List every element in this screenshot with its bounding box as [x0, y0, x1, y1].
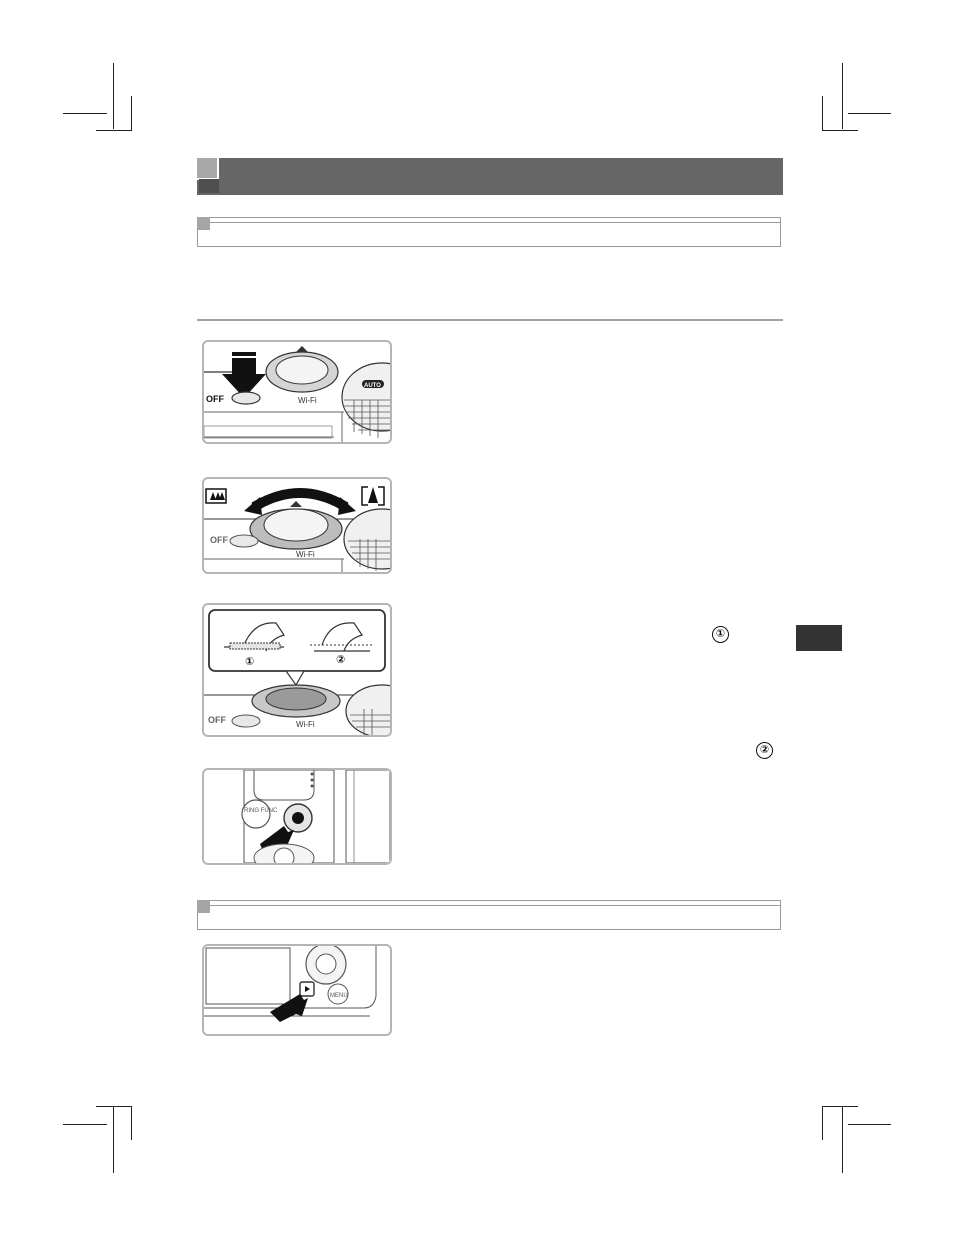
crop-mark — [822, 1106, 823, 1140]
ring-func-label: RING FUNC — [244, 808, 278, 814]
step-marker-2: ② — [756, 742, 773, 759]
full-press-label: ② — [336, 653, 346, 666]
crop-mark — [96, 130, 132, 131]
wifi-label: Wi-Fi — [298, 396, 317, 405]
side-tab — [796, 625, 842, 651]
crop-mark — [848, 1124, 891, 1125]
step-marker-1: ① — [712, 626, 729, 643]
crop-mark — [842, 1107, 843, 1173]
power-label: OFF — [210, 535, 228, 545]
illustration-power-button — [202, 340, 392, 444]
power-label: OFF — [208, 715, 226, 725]
section-square-icon — [197, 900, 210, 913]
divider-rule — [197, 319, 783, 321]
illustration-movie-button — [202, 768, 392, 865]
section-header-viewing — [197, 900, 781, 930]
section-header-shooting — [197, 217, 781, 247]
wifi-label: Wi-Fi — [296, 550, 315, 559]
crop-mark — [63, 1124, 107, 1125]
power-label: OFF — [206, 394, 224, 404]
illustration-shutter-button — [202, 603, 392, 737]
wifi-label: Wi-Fi — [296, 720, 315, 729]
crop-mark — [113, 1107, 114, 1173]
crop-mark — [842, 63, 843, 129]
crop-mark — [131, 96, 132, 130]
crop-mark — [822, 1106, 858, 1107]
crop-mark — [822, 130, 858, 131]
crop-mark — [113, 63, 114, 129]
chapter-title-bar — [197, 158, 783, 195]
crop-mark — [131, 1106, 132, 1140]
crop-mark — [63, 113, 107, 114]
crop-mark — [822, 96, 823, 130]
menu-label: MENU — [330, 993, 348, 999]
section-square-icon — [197, 217, 210, 230]
half-press-label: ① — [245, 655, 255, 668]
crop-mark — [848, 113, 891, 114]
mode-label: AUTO — [364, 383, 381, 389]
illustration-playback-button — [202, 944, 392, 1036]
illustration-zoom-lever — [202, 477, 392, 574]
title-square-icon — [197, 158, 219, 180]
crop-mark — [96, 1106, 132, 1107]
